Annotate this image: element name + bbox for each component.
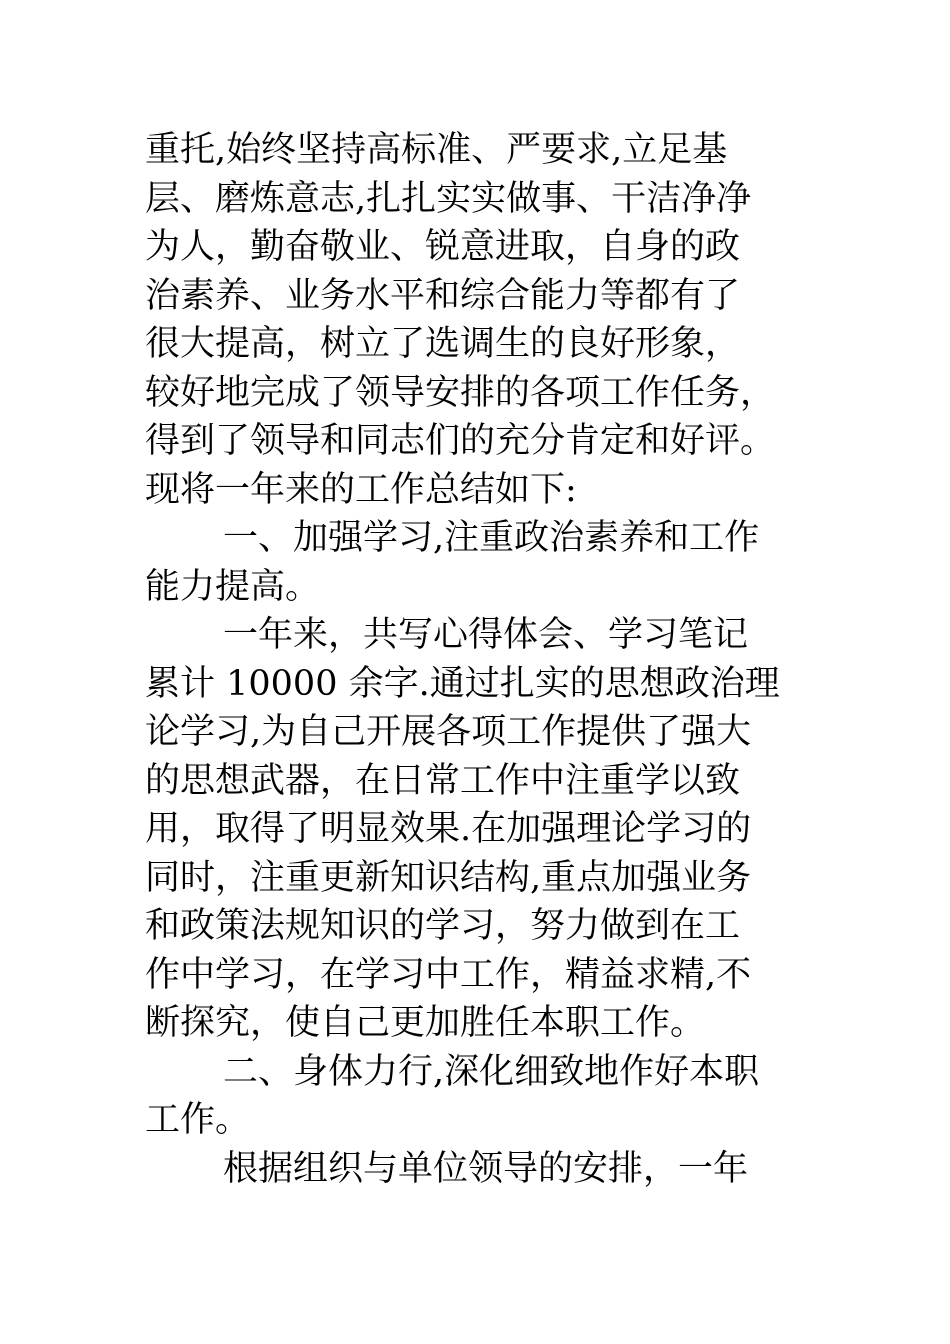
paragraph-start: 一年来，共写心得体会、学习笔记: [223, 615, 749, 655]
text-line: 的思想武器，在日常工作中注重学以致: [145, 760, 741, 801]
text-line: 为人，勤奋敬业、锐意进取，自身的政: [145, 227, 741, 267]
section-heading-2: 二、身体力行,深化细致地作好本职: [223, 1051, 760, 1092]
text-line: 用，取得了明显效果.在加强理论学习的: [145, 809, 752, 849]
text-line: 层、磨炼意志,扎扎实实做事、干洁净净: [145, 178, 752, 219]
text-line: 同时，注重更新知识结构,重点加强业务: [145, 857, 752, 898]
text-line: 作中学习，在学习中工作，精益求精,不: [145, 954, 752, 995]
text-line: 重托,始终坚持高标准、严要求,立足基: [145, 130, 728, 170]
text-line: 工作。: [145, 1100, 251, 1140]
text-line: 累计 10000 余字.通过扎实的思想政治理: [145, 663, 780, 704]
text-line: 能力提高。: [145, 566, 321, 607]
section-heading-1: 一、加强学习,注重政治素养和工作: [223, 518, 760, 558]
text-line: 很大提高，树立了选调生的良好形象，: [145, 324, 741, 364]
text-line: 断探究，使自己更加胜任本职工作。: [145, 1003, 706, 1043]
text-line: 治素养、业务水平和综合能力等都有了: [145, 275, 741, 316]
text-line: 较好地完成了领导安排的各项工作任务，: [145, 372, 776, 413]
text-line: 现将一年来的工作总结如下:: [145, 469, 577, 510]
paragraph-start: 根据组织与单位领导的安排，一年: [223, 1148, 749, 1189]
text-line: 得到了领导和同志们的充分肯定和好评。: [145, 421, 776, 461]
text-line: 和政策法规知识的学习，努力做到在工: [145, 906, 741, 946]
text-line: 论学习,为自己开展各项工作提供了强大: [145, 712, 752, 752]
document-body: [145, 126, 825, 1193]
